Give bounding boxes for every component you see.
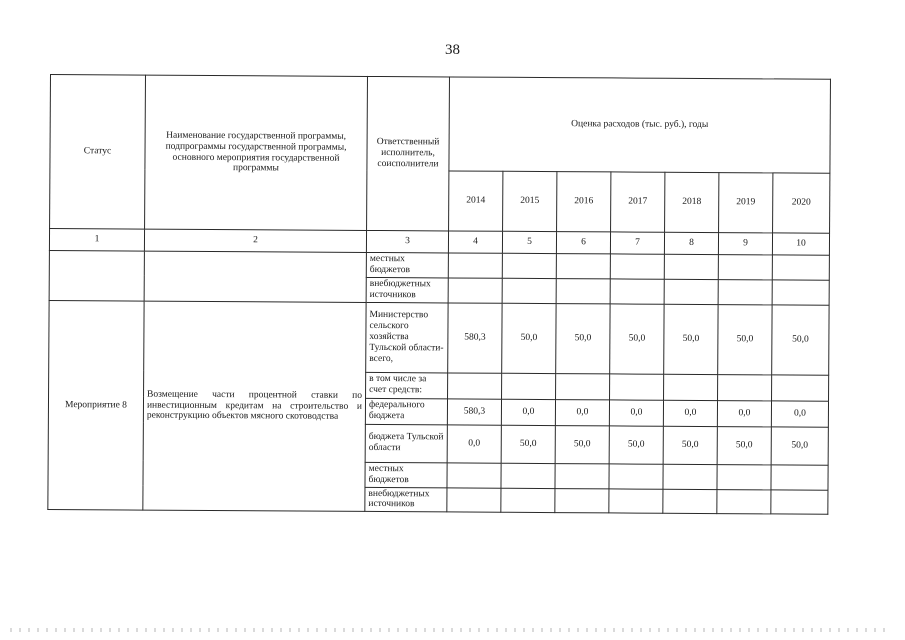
column-number: 3 — [366, 230, 448, 253]
value-cell — [501, 463, 555, 488]
value-cell — [447, 463, 501, 488]
value-cell: 50,0 — [718, 304, 772, 374]
scan-artifact — [10, 628, 890, 632]
value-cell: 0,0 — [447, 425, 501, 463]
year-cell: 2018 — [665, 172, 719, 232]
year-cell: 2016 — [557, 172, 611, 232]
value-cell: 0,0 — [717, 400, 771, 426]
value-cell — [556, 278, 610, 303]
measure-status: Мероприятие 8 — [48, 300, 144, 510]
value-cell — [555, 463, 609, 488]
value-cell: 50,0 — [772, 305, 829, 375]
value-cell — [771, 489, 828, 514]
value-cell — [718, 374, 772, 400]
value-cell — [447, 487, 501, 512]
funding-source-label: бюджета Тульской области — [365, 424, 447, 463]
header-responsible: Ответственный исполнитель, соисполнители — [367, 76, 450, 230]
column-number: 7 — [610, 232, 664, 254]
funding-source-label: местных бюджетов — [365, 462, 447, 487]
measure-description: Возмещение части процентной ставки по инвестиционным кредитам на строительство и реконструкцию объектов мясного скотоводства — [143, 301, 366, 512]
year-cell: 2019 — [719, 173, 773, 233]
value-cell — [717, 489, 771, 514]
value-cell — [448, 278, 502, 303]
funding-source-label: Министерство сельского хозяйства Тульской области- всего, — [366, 302, 448, 372]
value-cell: 50,0 — [555, 425, 609, 463]
column-number: 5 — [502, 231, 556, 253]
column-number: 1 — [49, 229, 144, 252]
value-cell — [448, 253, 502, 278]
value-cell — [610, 374, 664, 400]
value-cell: 50,0 — [609, 426, 663, 464]
expense-table — [47, 74, 831, 515]
value-cell — [502, 278, 556, 303]
value-cell — [772, 280, 829, 305]
value-cell: 50,0 — [501, 425, 555, 463]
value-cell — [502, 373, 556, 399]
value-cell — [663, 464, 717, 489]
column-number: 10 — [772, 233, 829, 255]
value-cell: 50,0 — [502, 303, 556, 373]
value-cell — [448, 373, 502, 399]
value-cell — [717, 464, 771, 489]
value-cell — [610, 279, 664, 304]
value-cell — [663, 489, 717, 514]
column-number: 4 — [448, 231, 502, 253]
value-cell — [609, 464, 663, 489]
funding-source-label: в том числе за счет средств: — [366, 372, 448, 399]
value-cell: 0,0 — [609, 400, 663, 426]
value-cell: 0,0 — [555, 399, 609, 425]
value-cell: 0,0 — [501, 399, 555, 425]
table-body — [48, 75, 831, 515]
column-number: 9 — [718, 233, 772, 255]
value-cell — [664, 279, 718, 304]
value-cell: 580,3 — [447, 399, 501, 425]
funding-source-label: внебюджетных источников — [366, 277, 448, 302]
value-cell — [556, 373, 610, 399]
value-cell — [664, 254, 718, 279]
value-cell: 50,0 — [717, 426, 771, 464]
column-number: 6 — [556, 232, 610, 254]
value-cell: 50,0 — [664, 304, 718, 374]
year-cell: 2020 — [773, 173, 830, 233]
header-costs: Оценка расходов (тыс. руб.), годы — [449, 77, 831, 173]
value-cell: 0,0 — [771, 401, 828, 427]
value-cell — [556, 254, 610, 279]
value-cell — [772, 375, 829, 401]
year-cell: 2015 — [503, 171, 557, 231]
page-number: 38 — [445, 42, 460, 58]
column-number: 2 — [144, 229, 366, 252]
value-cell — [555, 488, 609, 513]
value-cell — [610, 254, 664, 279]
table-row — [49, 300, 829, 375]
value-cell: 0,0 — [663, 400, 717, 426]
year-cell: 2017 — [611, 172, 665, 232]
table-row — [49, 250, 829, 280]
funding-source-label: внебюджетных источников — [365, 487, 447, 512]
value-cell — [502, 253, 556, 278]
value-cell: 50,0 — [663, 426, 717, 464]
value-cell — [718, 255, 772, 280]
value-cell: 50,0 — [610, 304, 664, 374]
status-cell-empty — [49, 250, 144, 300]
funding-source-label: федерального бюджета — [365, 398, 447, 425]
value-cell: 50,0 — [556, 303, 610, 373]
value-cell — [772, 255, 829, 280]
value-cell — [771, 465, 828, 490]
column-number: 8 — [664, 232, 718, 254]
value-cell — [501, 488, 555, 513]
value-cell: 580,3 — [448, 303, 502, 373]
value-cell: 50,0 — [771, 427, 828, 465]
name-cell-empty — [144, 251, 366, 302]
header-status: Статус — [50, 75, 146, 230]
value-cell — [609, 488, 663, 513]
value-cell — [664, 374, 718, 400]
header-name: Наименование государственной программы, подпрограммы государственной программы, основного мероприятия государственной программы — [145, 75, 368, 230]
funding-source-label: местных бюджетов — [366, 252, 448, 277]
year-cell: 2014 — [449, 171, 503, 231]
value-cell — [718, 279, 772, 304]
